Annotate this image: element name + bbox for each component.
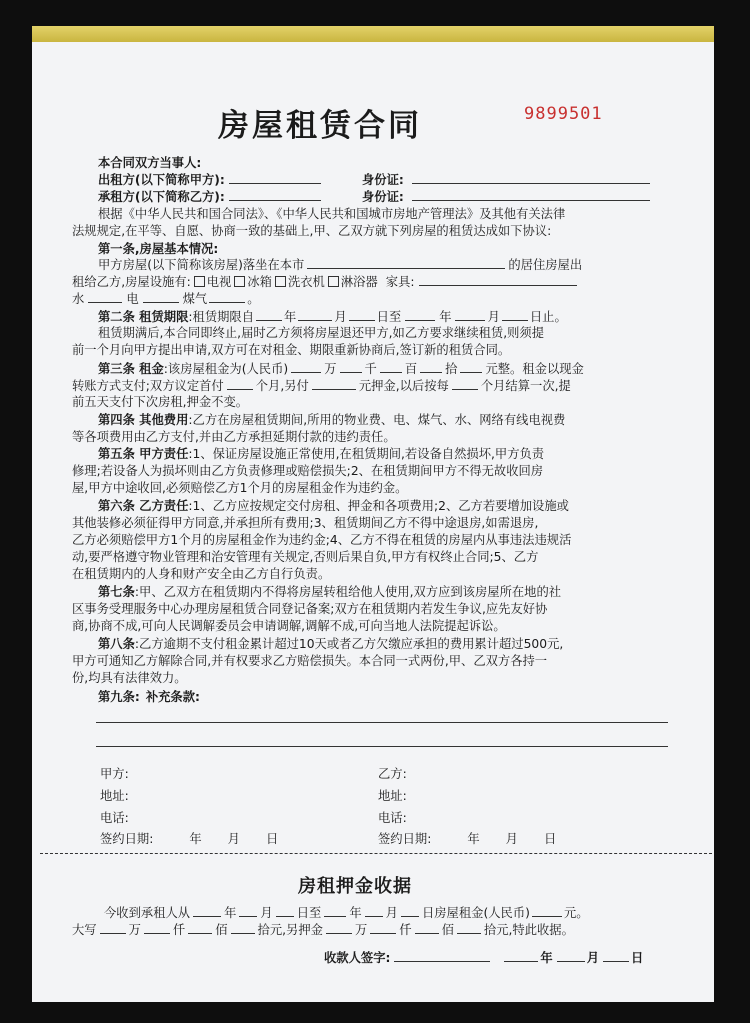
rent-qian-field[interactable]: [340, 361, 362, 373]
lease-start-day-field[interactable]: [349, 309, 375, 321]
article-3-deposit-text: 个月,另付: [255, 379, 309, 393]
electricity-label: 电: [126, 292, 139, 306]
article-3-text-a: :该房屋租金为(人民币): [163, 362, 289, 376]
unit-bai: 佰: [441, 923, 454, 937]
party-b-phone-label: 电话:: [378, 811, 407, 825]
unit-day-to: 日至: [296, 906, 322, 920]
sign-date-label: 签约日期:: [100, 832, 154, 846]
checkbox-fridge[interactable]: [234, 276, 245, 287]
water-field[interactable]: [88, 291, 122, 303]
receipt-amount-field[interactable]: [532, 905, 562, 917]
unit-qian: 千: [364, 362, 377, 376]
rent-bai-field[interactable]: [380, 361, 402, 373]
article-8-text: :乙方逾期不支付租金累计超过10天或者乙方欠缴应承担的费用累计超过500元,: [134, 637, 564, 651]
lessor-id-row: [362, 172, 650, 187]
article-6-line-1: [98, 499, 569, 513]
payee-day-field[interactable]: [603, 950, 629, 962]
article-8-line-1: [98, 637, 563, 651]
article-1-line-3: [72, 291, 260, 306]
article-5-line-2: 修理;若设备人为损坏则由乙方负责修理或赔偿损失;2、在租赁期间甲方不得无故收回房: [72, 464, 544, 478]
article-7-line-1: [98, 585, 561, 599]
deposit-capital-shi-field[interactable]: [457, 922, 481, 934]
facility-water-heater: 淋浴器: [340, 275, 378, 289]
receipt-from-day-field[interactable]: [276, 905, 294, 917]
receipt-to-day-field[interactable]: [401, 905, 419, 917]
receipt-to-year-field[interactable]: [324, 905, 346, 917]
article-1-text-b: 的居住房屋出: [508, 258, 583, 272]
article-6-text: :1、乙方应按规定交付房租、押金和各项费用;2、乙方若要增加设施或: [188, 499, 569, 513]
rent-wan-field[interactable]: [291, 361, 321, 373]
receipt-title: 房租押金收据: [298, 876, 412, 897]
lessee-row: [98, 189, 321, 204]
rent-shi-field[interactable]: [420, 361, 442, 373]
article-4-text: :乙方在房屋租赁期间,所用的物业费、电、煤气、水、网络有线电视费: [188, 413, 566, 427]
article-7-line-3: 商,协商不成,可向人民调解委员会申请调解,调解不成,可向当地人法院提起诉讼。: [72, 619, 506, 633]
deposit-capital-qian-field[interactable]: [370, 922, 396, 934]
preamble-line-2: 法规规定,在平等、自愿、协商一致的基础上,甲、乙双方就下列房屋的租赁达成如下协议:: [72, 224, 552, 238]
receipt-deposit-text: 拾元,另押金: [257, 923, 323, 937]
article-2-line-2: 租赁期满后,本合同即终止,届时乙方须将房屋退还甲方,如乙方要求继续租赁,则须提: [98, 326, 545, 340]
article-6-line-2: 其他装修必须征得甲方同意,并承担所有费用;3、租赁期间乙方不得中途退房,如需退房,: [72, 516, 539, 530]
lessor-label: 出租方(以下简称甲方):: [98, 173, 225, 187]
payee-month-field[interactable]: [557, 950, 585, 962]
rent-capital-qian-field[interactable]: [144, 922, 170, 934]
article-6-line-3: 乙方必须赔偿甲方1个月的房屋租金作为违约金;4、乙方不得在租赁的房屋内从事违法违规活: [72, 533, 572, 547]
preamble-line-1: 根据《中华人民共和国合同法》、《中华人民共和国城市房地产管理法》及其他有关法律: [98, 207, 566, 221]
unit-qian: 仟: [172, 923, 186, 937]
article-4-line-2: 等各项费用由乙方支付,并由乙方承担延期付款的违约责任。: [72, 430, 396, 444]
article-3-line-1: [98, 361, 584, 376]
party-b-sign-date: [378, 832, 556, 846]
article-8-line-3: 份,均具有法律效力。: [72, 671, 187, 685]
lessee-id-label: 身份证:: [362, 190, 404, 204]
rent-capital-wan-field[interactable]: [100, 922, 126, 934]
unit-year: 年: [284, 310, 297, 324]
unit-wan: 万: [324, 362, 337, 376]
article-9-heading: 第九条:: [98, 690, 140, 704]
article-1-period: 。: [247, 292, 260, 306]
lease-end-month-field[interactable]: [455, 309, 485, 321]
article-7-heading: 第七条: [98, 585, 135, 599]
sign-month-label: 月: [505, 832, 518, 846]
sign-day-label: 日: [543, 832, 557, 846]
unit-month: 月: [260, 906, 273, 920]
unit-bai: 百: [404, 362, 418, 376]
water-label: 水: [72, 292, 85, 306]
party-a-label: 甲方:: [100, 767, 129, 781]
article-1-line-1: [98, 257, 582, 272]
billing-cycle-field[interactable]: [452, 378, 478, 390]
facility-washer: 洗衣机: [287, 275, 325, 289]
rent-capital-shi-field[interactable]: [231, 922, 255, 934]
article-6-line-4: 动,要严格遵守物业管理和治安管理有关规定,否则后果自负,甲方有权终止合同;5、乙方: [72, 550, 539, 564]
checkbox-washer[interactable]: [275, 276, 286, 287]
supplementary-line-2[interactable]: [96, 746, 668, 747]
article-5-heading: 第五条 甲方责任: [98, 447, 189, 461]
receipt-closing-text: 拾元,特此收据。: [483, 923, 574, 937]
receipt-rent-text: 日房屋租金(人民币): [421, 906, 530, 920]
article-6-line-5: 在租赁期内的人身和财产安全由乙方自行负责。: [72, 567, 331, 581]
article-2-text: :租赁期限自: [188, 310, 255, 324]
article-1-text-a: 甲方房屋(以下简称该房屋)落坐在本市: [98, 258, 305, 272]
lessor-id-field[interactable]: [412, 172, 650, 184]
payee-label: 收款人签字:: [324, 951, 391, 965]
lessee-id-row: [362, 189, 650, 204]
article-1-heading: 第一条,房屋基本情况:: [98, 242, 219, 256]
article-1-line-2: [72, 274, 577, 289]
unit-bai: 佰: [215, 923, 228, 937]
article-6-heading: 第六条 乙方责任: [98, 499, 189, 513]
unit-qian: 仟: [399, 923, 412, 937]
unit-wan: 万: [128, 923, 141, 937]
rent-yuan-field[interactable]: [460, 361, 482, 373]
article-9-line: [98, 690, 200, 704]
article-7-text: :甲、乙双方在租赁期内不得将房屋转租给他人使用,双方应到该房屋所在地的社: [134, 585, 562, 599]
receipt-from-year-field[interactable]: [193, 905, 221, 917]
unit-month: 月: [487, 310, 500, 324]
deposit-amount-field[interactable]: [312, 378, 356, 390]
unit-year: 年: [439, 310, 452, 324]
sign-month-label: 月: [227, 832, 240, 846]
party-b-address-label: 地址:: [378, 789, 407, 803]
article-3-heading: 第三条 租金: [98, 362, 164, 376]
party-a-address-label: 地址:: [100, 789, 129, 803]
sign-date-label: 签约日期:: [378, 832, 432, 846]
article-3-line-3: 前五天支付下次房租,押金不变。: [72, 395, 249, 409]
article-2-heading: 第二条 租赁期限: [98, 310, 189, 324]
lease-end-day-field[interactable]: [502, 309, 528, 321]
article-4-heading: 第四条 其他费用: [98, 413, 189, 427]
lessee-id-field[interactable]: [412, 189, 650, 201]
unit-month: 月: [385, 906, 398, 920]
article-7-line-2: 区事务受理服务中心办理房屋租赁合同登记备案;双方在租赁期内若发生争议,应先友好协: [72, 602, 548, 616]
article-3-text-b: 租金以现金: [522, 362, 584, 376]
checkbox-water-heater[interactable]: [328, 276, 339, 287]
deposit-capital-bai-field[interactable]: [415, 922, 439, 934]
article-8-heading: 第八条: [98, 637, 135, 651]
property-address-field[interactable]: [307, 257, 505, 269]
lessor-id-label: 身份证:: [362, 173, 404, 187]
party-a-sign-date: [100, 832, 278, 846]
furniture-field[interactable]: [419, 274, 577, 286]
unit-month: 月: [334, 310, 347, 324]
facilities-label: 租给乙方,房屋设施有:: [72, 275, 191, 289]
binding-strip: [32, 26, 714, 43]
electricity-field[interactable]: [143, 291, 179, 303]
article-5-line-1: [98, 447, 544, 461]
receipt-line-2: [72, 922, 574, 937]
facility-tv: 电视: [206, 275, 232, 289]
lease-end-year-field[interactable]: [405, 309, 435, 321]
sign-year-label: 年: [189, 832, 202, 846]
unit-year: 年: [540, 951, 553, 965]
unit-wan: 万: [354, 923, 368, 937]
article-4-line-1: [98, 413, 565, 427]
article-3-line-2: [72, 378, 571, 393]
article-2-line-1: [98, 309, 567, 324]
unit-yuan: 元整。: [485, 362, 523, 376]
party-b-label: 乙方:: [378, 767, 407, 781]
first-payment-months-field[interactable]: [227, 378, 253, 390]
unit-year: 年: [224, 906, 237, 920]
lease-start-year-field[interactable]: [256, 309, 282, 321]
unit-shi: 拾: [445, 362, 458, 376]
payee-signature-field[interactable]: [394, 950, 490, 962]
unit-day-to: 日至: [376, 310, 402, 324]
serial-number: 9899501: [524, 104, 603, 124]
gas-label: 煤气: [182, 292, 208, 306]
unit-yuan: 元。: [563, 906, 589, 920]
supplementary-line-1[interactable]: [96, 722, 668, 723]
receipt-capital-label: 大写: [72, 923, 97, 937]
lessee-label: 承租方(以下简称乙方):: [98, 190, 225, 204]
parties-heading: 本合同双方当事人:: [98, 156, 202, 170]
sign-year-label: 年: [467, 832, 480, 846]
tear-off-line: [40, 853, 712, 854]
lease-start-month-field[interactable]: [298, 309, 332, 321]
receipt-to-month-field[interactable]: [365, 905, 383, 917]
facility-fridge: 冰箱: [247, 275, 272, 289]
rent-capital-bai-field[interactable]: [188, 922, 212, 934]
payee-year-field[interactable]: [504, 950, 538, 962]
unit-year: 年: [349, 906, 362, 920]
receipt-line-1: [104, 905, 589, 920]
checkbox-tv[interactable]: [194, 276, 205, 287]
contract-title: 房屋租赁合同: [218, 108, 422, 144]
article-3-cycle-text: 元押金,以后按每: [358, 379, 449, 393]
lessee-name-field[interactable]: [229, 189, 321, 201]
gas-field[interactable]: [209, 291, 245, 303]
unit-month: 月: [586, 951, 600, 965]
deposit-capital-wan-field[interactable]: [326, 922, 352, 934]
article-3-settle-text: 个月结算一次,提: [480, 379, 571, 393]
party-a-phone-label: 电话:: [100, 811, 129, 825]
supplementary-label: 补充条款:: [145, 690, 200, 704]
article-5-text: :1、保证房屋设施正常使用,在租赁期间,若设备自然损坏,甲方负责: [188, 447, 545, 461]
receipt-received-text: 今收到承租人从: [104, 906, 191, 920]
payee-signature-row: [324, 950, 643, 965]
article-3-first-payment: 转账方式支付;双方议定首付: [72, 379, 224, 393]
lessor-row: [98, 172, 321, 187]
sign-day-label: 日: [265, 832, 279, 846]
article-5-line-3: 屋,甲方中途收回,必须赔偿乙方1个月的房屋租金作为违约金。: [72, 481, 408, 495]
article-8-line-2: 甲方可通知乙方解除合同,并有权要求乙方赔偿损失。本合同一式两份,甲、乙双方各持一: [72, 654, 548, 668]
furniture-label: 家具:: [385, 275, 415, 289]
article-2-line-3: 前一个月向甲方提出申请,双方可在对租金、期限重新协商后,签订新的租赁合同。: [72, 343, 511, 357]
unit-day-end: 日止。: [529, 310, 567, 324]
lessor-name-field[interactable]: [229, 172, 321, 184]
unit-day: 日: [631, 951, 644, 965]
receipt-from-month-field[interactable]: [239, 905, 257, 917]
